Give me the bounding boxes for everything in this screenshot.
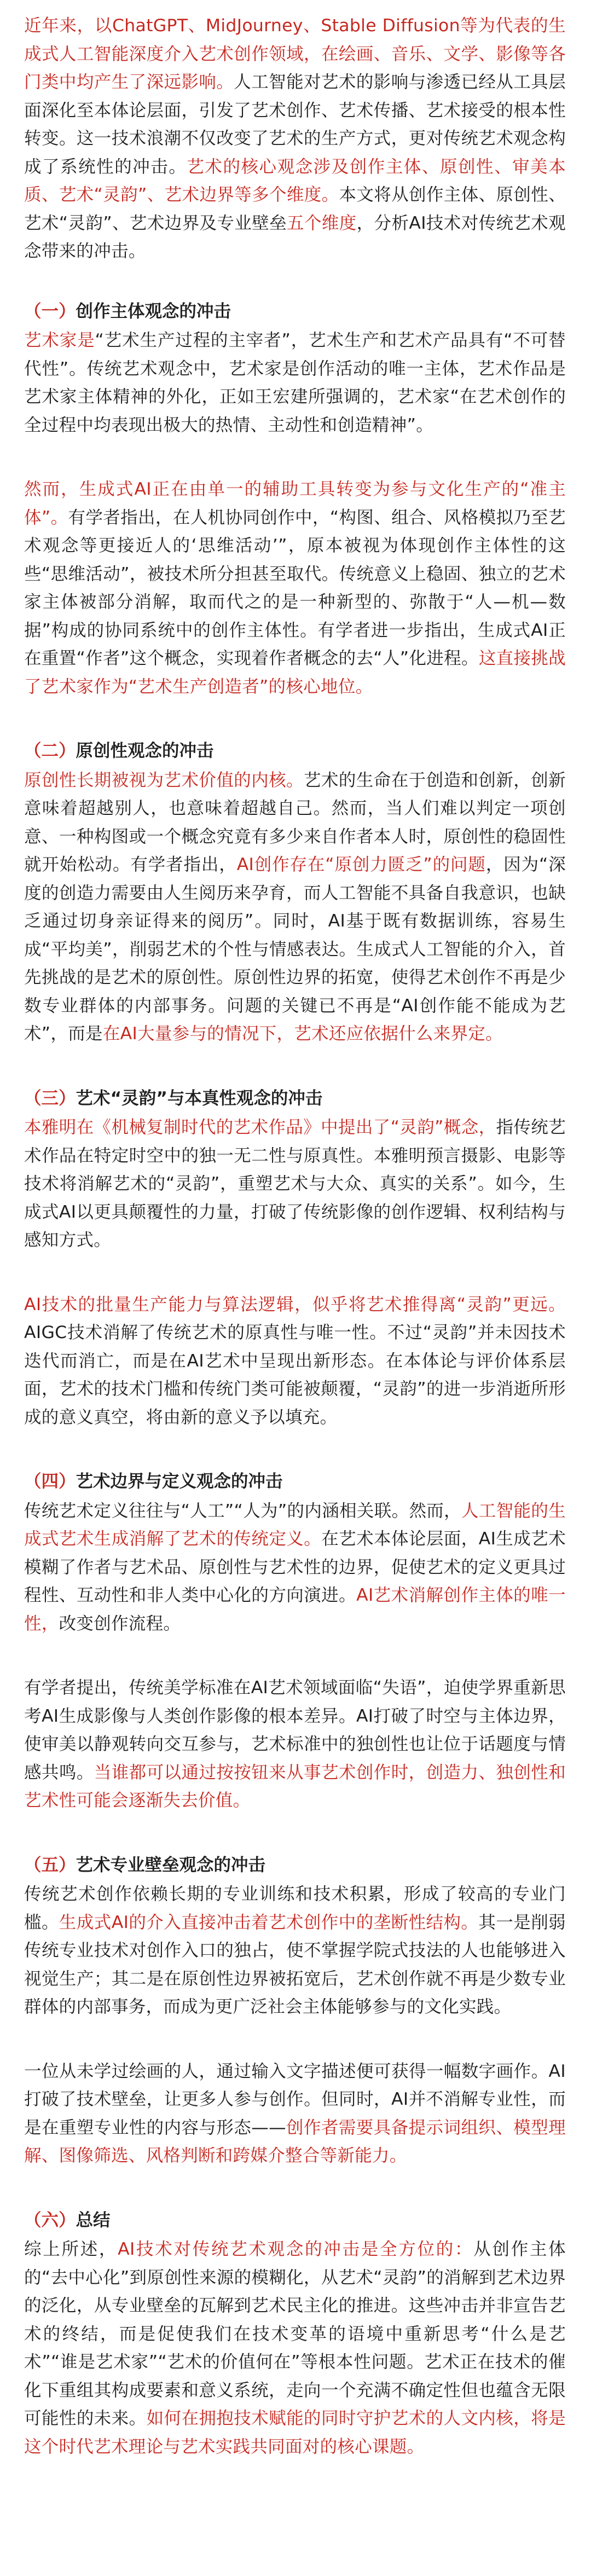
text-run: 生成式AI的介入直接冲击着艺术创作中的垄断性结构。 — [59, 1912, 479, 1932]
body-paragraph — [24, 1291, 566, 1432]
body-paragraph — [24, 1114, 566, 1255]
body-paragraph — [24, 1880, 566, 2022]
section-title: 艺术边界与定义观念的冲击 — [76, 1472, 283, 1491]
text-run: 本雅明在《机械复制时代的艺术作品》中提出了“灵韵”概念， — [24, 1118, 496, 1137]
text-run: “艺术生产过程的主宰者”，艺术生产和艺术产品具有“不可替代性”。传统艺术观念中，艺术家是创作活动的唯一主体，艺术作品是艺术家主体精神的外化，正如王宏建所强调的，艺术家“在艺术创作的全过程中均表现出极大的热情、主动性和创造精神”。 — [24, 331, 566, 435]
text-run: AI艺术消解创作主体的唯一性， — [24, 1585, 566, 1634]
text-run: AIGC技术消解了传统艺术的原真性与唯一性。不过“灵韵”并未因技术迭代而消亡，而是在AI艺术中呈现出新形态。在本体论与评价体系层面，艺术的技术门槛和传统门类可能被颠覆，“灵韵”的进一步消逝所形成的意义真空，将由新的意义予以填充。 — [24, 1323, 566, 1427]
text-run: 艺术的生命在于创造和创新，创新意味着超越别人，也意味着超越自己。然而，当人们难以判定一项创意、一种构图或一个概念究竟有多少来自作者本人时，原创性的稳固性就开始松动。有学者指出， — [24, 770, 566, 875]
section-boundary — [24, 1468, 566, 1815]
section-number: （一） — [24, 301, 76, 321]
text-run: 一位从未学过绘画的人，通过输入文字描述便可获得一幅数字画作。AI打破了技术壁垒，让更多人参与创作。但同时，AI并不消解专业性，而是在重塑专业性的内容与形态—— — [24, 2061, 566, 2138]
intro-paragraph — [24, 12, 566, 266]
body-paragraph — [24, 327, 566, 439]
text-run: 改变创作流程。 — [59, 1613, 181, 1634]
section-heading — [24, 737, 566, 766]
body-paragraph — [24, 2058, 566, 2170]
text-run: 有学者提出，传统美学标准在AI艺术领域面临“失语”，迫使学界重新思考AI生成影像与人类创作影像的根本差异。AI打破了时空与主体边界，使审美以静观转向交互参与，艺术标准中的独创性也让位于话题度与情感共鸣。 — [24, 1678, 566, 1782]
section-originality — [24, 737, 566, 1049]
section-summary — [24, 2207, 566, 2462]
intro-text-4: 本文将从创作主体、原创性、艺术“灵韵”、艺术边界及专业壁垒 — [24, 185, 566, 233]
text-run: AI技术的批量生产能力与算法逻辑，似乎将艺术推得离“灵韵”更远。 — [24, 1294, 566, 1315]
text-run: AI创作存在“原创力匮乏”的问题 — [236, 855, 486, 875]
text-run: ，因为“深度的创造力需要由人生阅历来孕育，而人工智能不具备自我意识，也缺乏通过切身亲证得来的阅历”。同时，AI基于既有数据训练，容易生成“平均美”，削弱艺术的个性与情感表达。生成式人工智能的介入，首先挑战的是艺术的原创性。原创性边界的拓宽，使得艺术创作不再是少数专业群体的内部事务。问题的关键已不再是“AI创作能不能成为艺术”，而是 — [24, 855, 566, 1044]
section-heading — [24, 2207, 566, 2235]
section-title: 艺术“灵韵”与本真性观念的冲击 — [76, 1088, 323, 1108]
section-heading — [24, 1851, 566, 1880]
section-number: （二） — [24, 741, 76, 761]
intro-text-1: 近年来，以ChatGPT、MidJourney、Stable Diffusion等为代表的生成式人工智能深度介入艺术创作领域，在绘画、音乐、文学、影像等各门类中均产生了深远影响。 — [24, 16, 566, 92]
text-run: 原创性长期被视为艺术价值的内核。 — [24, 770, 304, 790]
body-paragraph — [24, 1674, 566, 1815]
text-run: 创作者需要具备提示词组织、模型理解、图像筛选、风格判断和跨媒介整合等新能力。 — [24, 2117, 566, 2166]
text-run: 然而，生成式AI正在由单一的辅助工具转变为参与文化生产的“准主体”。 — [24, 479, 566, 528]
text-run: 传统艺术定义往往与“人工”“人为”的内涵相关联。然而， — [24, 1501, 461, 1521]
section-heading — [24, 1085, 566, 1113]
section-number: （四） — [24, 1472, 76, 1491]
text-run: 传统艺术创作依赖长期的专业训练和技术积累，形成了较高的专业门槛。 — [24, 1884, 566, 1932]
text-run: 其一是削弱传统专业技术对创作入口的独占，使不掌握学院式技法的人也能够进入视觉生产；其二是在原创性边界被拓宽后，艺术创作就不再是少数专业群体的内部事务，而成为更广泛社会主体能够参与的文化实践。 — [24, 1912, 566, 2017]
text-run: 当谁都可以通过按按钮来从事艺术创作时，创造力、独创性和艺术性可能会逐渐失去价值。 — [24, 1762, 566, 1810]
intro-text-6: ，分析AI技术对传统艺术观念带来的冲击。 — [24, 213, 566, 261]
text-run: 有学者指出，在人机协同创作中，“构图、组合、风格模拟乃至艺术观念等更接近人的‘思维活动’”，原本被视为体现创作主体性的这些“思维活动”，被技术所分担甚至取代。传统意义上稳固、独立的艺术家主体被部分消解，取而代之的是一种新型的、弥散于“人—机—数据”构成的协同系统中的创作主体性。有学者进一步指出，生成式AI正在重置“作者”这个概念，实现着作者概念的去“人”化进程。 — [24, 507, 566, 668]
section-aura — [24, 1085, 566, 1432]
body-paragraph — [24, 767, 566, 1049]
text-run: 指传统艺术作品在特定时空中的独一无二性与原真性。本雅明预言摄影、电影等技术将消解艺术的“灵韵”，重塑艺术与大众、真实的关系”。如今，生成式AI以更具颠覆性的力量，打破了传统影像的创作逻辑、权利结构与感知方式。 — [24, 1118, 566, 1250]
body-paragraph — [24, 476, 566, 701]
text-run: 艺术家是 — [24, 331, 95, 350]
section-creator-subject — [24, 298, 566, 702]
text-run: 这直接挑战了艺术家作为“艺术生产创造者”的核心地位。 — [24, 649, 566, 697]
section-number: （五） — [24, 1855, 76, 1875]
text-run: 如何在拥抱技术赋能的同时守护艺术的人文内核，将是这个时代艺术理论与艺术实践共同面对的核心课题。 — [24, 2409, 566, 2457]
body-paragraph — [24, 2236, 566, 2461]
section-professional-barrier — [24, 1851, 566, 2170]
section-title: 创作主体观念的冲击 — [76, 301, 231, 321]
text-run: 综上所述， — [24, 2239, 118, 2259]
section-heading — [24, 298, 566, 326]
section-heading — [24, 1468, 566, 1496]
body-paragraph — [24, 1497, 566, 1639]
text-run: 在艺术本体论层面，AI生成艺术模糊了作者与艺术品、原创性与艺术性的边界，促使艺术的定义更具过程性、互动性和非人类中心化的方向演进。 — [24, 1529, 566, 1605]
section-title: 总结 — [76, 2210, 111, 2230]
intro-text-3: 艺术的核心观念涉及创作主体、原创性、审美本质、艺术“灵韵”、艺术边界等多个维度。 — [24, 157, 566, 205]
text-run: AI技术对传统艺术观念的冲击是全方位的： — [118, 2239, 474, 2259]
intro-text-5: 五个维度 — [287, 213, 357, 233]
text-run: 在AI大量参与的情况下，艺术还应依据什么来界定。 — [102, 1024, 503, 1044]
section-number: （三） — [24, 1088, 76, 1108]
section-title: 原创性观念的冲击 — [76, 741, 214, 761]
intro-text-2: 人工智能对艺术的影响与渗透已经从工具层面深化至本体论层面，引发了艺术创作、艺术传播、艺术接受的根本性转变。这一技术浪潮不仅改变了艺术的生产方式，更对传统艺术观念构成了系统性的冲击。 — [24, 72, 566, 177]
text-run: 从创作主体的“去中心化”到原创性来源的模糊化，从艺术“灵韵”的消解到艺术边界的泛化，从专业壁垒的瓦解到艺术民主化的推进。这些冲击并非宣告艺术的终结，而是促使我们在技术变革的语境中重新思考“什么是艺术”“谁是艺术家”“艺术的价值何在”等根本性问题。艺术正在技术的催化下重组其构成要素和意义系统，走向一个充满不确定性但也蕴含无限可能性的未来。 — [24, 2239, 566, 2428]
text-run: 人工智能的生成式艺术生成消解了艺术的传统定义。 — [24, 1501, 566, 1549]
section-title: 艺术专业壁垒观念的冲击 — [76, 1855, 266, 1875]
section-number: （六） — [24, 2210, 76, 2230]
